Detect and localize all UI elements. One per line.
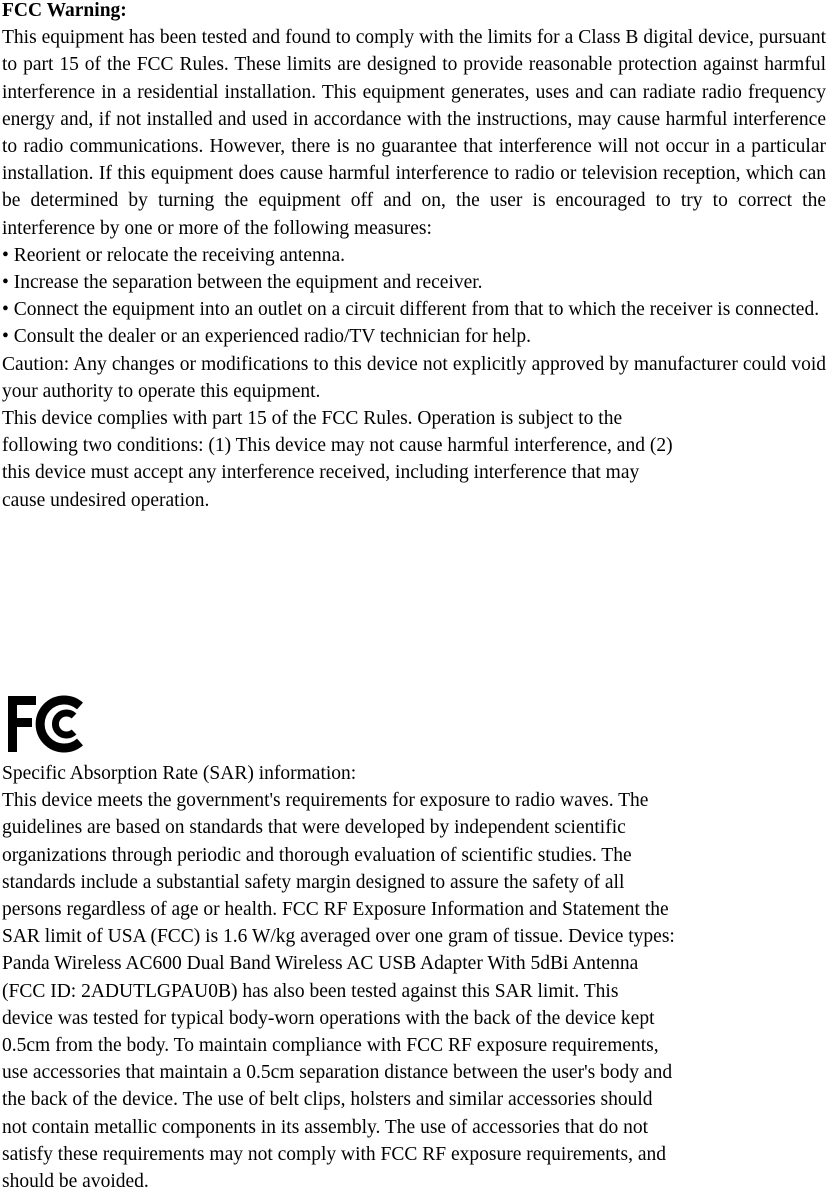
part15-line: following two conditions: (1) This device may not cause harmful interference, and (2) [2,435,673,457]
sar-line: organizations through periodic and thorough evaluation of scientific studies. The [2,844,632,866]
sar-section [2,760,826,1195]
measure-item: • Connect the equipment into an outlet on a circuit different from that to which the receiver is connected. [2,299,820,321]
sar-line: the back of the device. The use of belt clips, holsters and similar accessories should [2,1089,653,1111]
sar-line: standards include a substantial safety margin designed to assure the safety of all [2,871,625,893]
fcc-compliance-paragraph: This equipment has been tested and found to comply with the limits for a Class B digital device, pursuant to part 15 of the FCC Rules. These limits are designed to provide reasonable protection against harmful interference in a residential installation. This equipment generates, uses and can radiate radio frequency energy and, if not installed and used in accordance with the instructions, may cause harmful interference to radio communications. However, there is no guarantee that interference will not occur in a particular installation. If this equipment does cause harmful interference to radio or television reception, which can be determined by turning the equipment off and on, the user is encouraged to try to correct the interference by one or more of the following measures: [2,27,826,239]
part15-line: This device complies with part 15 of the FCC Rules. Operation is subject to the [2,408,623,430]
sar-line: This device meets the government's requirements for exposure to radio waves. The [2,790,649,812]
sar-line: satisfy these requirements may not comply with FCC RF exposure requirements, and [2,1143,666,1165]
sar-line: SAR limit of USA (FCC) is 1.6 W/kg averaged over one gram of tissue. Device types: [2,926,675,948]
measure-item: • Reorient or relocate the receiving antenna. [2,244,346,266]
sar-line: Panda Wireless AC600 Dual Band Wireless AC USB Adapter With 5dBi Antenna [2,953,639,975]
fcc-warning-section [2,0,826,514]
part15-line: this device must accept any interference received, including interference that may [2,462,640,484]
sar-heading: Specific Absorption Rate (SAR) information: [2,763,357,784]
fcc-warning-heading: FCC Warning: [2,0,127,21]
sar-line: device was tested for typical body-worn operations with the back of the device kept [2,1007,655,1029]
caution-paragraph: Caution: Any changes or modifications to this device not explicitly approved by manufacturer could void your authority to operate this equipment. [2,353,826,402]
fcc-logo-icon [6,694,92,754]
part15-line: cause undesired operation. [2,489,210,511]
measure-item: • Consult the dealer or an experienced radio/TV technician for help. [2,326,531,348]
sar-line: persons regardless of age or health. FCC RF Exposure Information and Statement the [2,899,669,921]
sar-line: guidelines are based on standards that were developed by independent scientific [2,817,626,839]
sar-line: use accessories that maintain a 0.5cm separation distance between the user's body and [2,1062,673,1084]
sar-line: not contain metallic components in its assembly. The use of accessories that do not [2,1116,649,1138]
sar-line: should be avoided. [2,1171,149,1193]
measure-item: • Increase the separation between the equipment and receiver. [2,272,483,294]
sar-line: (FCC ID: 2ADUTLGPAU0B) has also been tested against this SAR limit. This [2,980,619,1002]
sar-line: 0.5cm from the body. To maintain compliance with FCC RF exposure requirements, [2,1035,659,1057]
